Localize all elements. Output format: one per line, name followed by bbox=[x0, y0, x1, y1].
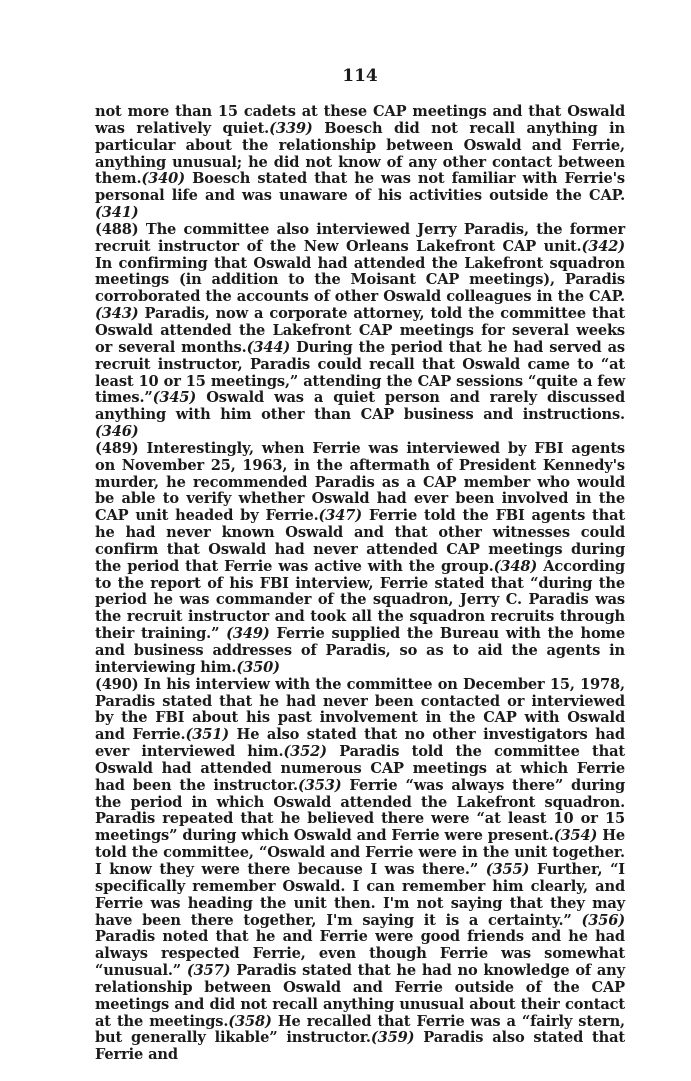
footnote-reference: (342) bbox=[581, 237, 625, 255]
footnote-reference: (341) bbox=[95, 204, 139, 222]
footnote-reference: (347) bbox=[318, 507, 363, 525]
paragraph-488 bbox=[95, 222, 625, 441]
document-page bbox=[95, 66, 625, 1064]
footnote-reference: (345) bbox=[152, 389, 197, 407]
footnote-reference: (344) bbox=[246, 338, 291, 356]
footnote-reference: (357) bbox=[186, 962, 231, 980]
footnote-reference: (358) bbox=[228, 1012, 272, 1030]
footnote-reference: (339) bbox=[269, 119, 313, 137]
paragraph-text: Paradis told the committee that Oswald had attended numerous CAP meetings at which Ferrie had been the instructor. bbox=[95, 743, 625, 794]
paragraph-cont bbox=[95, 104, 625, 222]
paragraph-text: (489) Interestingly, when Ferrie was interviewed by FBI agents on November 25, 1963, in the aftermath of President Kennedy's murder, he recommended Paradis as a CAP member who would be able to verify whether Oswald had ever been involved in the CAP unit headed by Ferrie. bbox=[95, 439, 625, 525]
paragraph-text: Boesch stated that he was not familiar with Ferrie's personal life and was unaware of his activities outside the CAP. bbox=[95, 170, 625, 205]
footnote-reference: (353) bbox=[298, 776, 342, 794]
footnote-reference: (349) bbox=[226, 625, 270, 643]
paragraph-text: In confirming that Oswald had attended the Lakefront squadron meetings (in addition to the Moisant CAP meetings), Paradis corroborated the accounts of other Oswald colleagues in the CAP. bbox=[95, 254, 625, 306]
footnote-reference: (356) bbox=[581, 911, 625, 929]
footnote-reference: (352) bbox=[283, 743, 327, 761]
paragraph-text: Paradis stated that he had no knowledge of any relationship between Oswald and Ferrie outside of the CAP meetings and did not recall anything unusual about their contact at the meetings. bbox=[95, 962, 625, 1030]
footnote-reference: (346) bbox=[95, 423, 139, 441]
footnote-reference: (350) bbox=[236, 658, 280, 676]
footnote-reference: (343) bbox=[95, 305, 139, 323]
paragraph-490 bbox=[95, 677, 625, 1064]
footnote-reference: (354) bbox=[553, 827, 598, 845]
paragraph-text: He told the committee, “Oswald and Ferrie were in the unit together. I know they were there because I was there.” bbox=[95, 827, 625, 878]
paragraph-text: Oswald was a quiet person and rarely discussed anything with him other than CAP business and instructions. bbox=[95, 389, 625, 424]
page-number: 114 bbox=[342, 66, 378, 86]
paragraph-text: Paradis noted that he and Ferrie were good friends and he had always respected Ferrie, even though Ferrie was somewhat “unusual.” bbox=[95, 928, 625, 980]
paragraph-text: During the period that he had served as recruit instructor, Paradis could recall that Oswald came to “at least 10 or 15 meetings,” attending the CAP sessions “quite a few times.” bbox=[95, 338, 625, 407]
paragraph-text: Boesch did not recall anything in particular about the relationship between Oswald and Ferrie, anything unusual; he did not know of any other contact between them. bbox=[95, 119, 625, 188]
paragraph-text: Ferrie told the FBI agents that he had never known Oswald and that other witnesses could confirm that Oswald had never attended CAP meetings during the period that Ferrie was active with the group. bbox=[95, 507, 625, 575]
paragraph-489 bbox=[95, 441, 625, 677]
paragraph-text: (490) In his interview with the committee on December 15, 1978, Paradis stated that he had never been contacted or interviewed by the FBI about his past involvement in the CAP with Oswald and Ferrie. bbox=[95, 675, 625, 744]
paragraph-text: Ferrie supplied the Bureau with the home and business addresses of Paradis, so as to aid the agents in interviewing him. bbox=[95, 625, 625, 676]
body-text bbox=[95, 104, 625, 1064]
paragraph-text: Ferrie “was always there” during the period in which Oswald attended the Lakefront squadron. Paradis repeated that he believed there were “at least 10 or 15 meetings” during which Oswald and Ferrie were present. bbox=[95, 776, 626, 845]
footnote-reference: (351) bbox=[185, 726, 229, 744]
footnote-reference: (348) bbox=[493, 557, 538, 575]
paragraph-text: Paradis also stated that Ferrie and bbox=[95, 1029, 625, 1064]
paragraph-text: According to the report of his FBI interview, Ferrie stated that “during the period he was commander of the squadron, Jerry C. Paradis was the recruit instructor and took all the squadron recruits through their training.” bbox=[95, 557, 625, 643]
paragraph-text: He also stated that no other investigators had ever interviewed him. bbox=[95, 726, 625, 761]
paragraph-text: He recalled that Ferrie was a “fairly stern, but generally likable” instructor. bbox=[95, 1012, 625, 1047]
footnote-reference: (359) bbox=[370, 1029, 415, 1047]
paragraph-text: not more than 15 cadets at these CAP meetings and that Oswald was relatively quiet. bbox=[95, 103, 625, 137]
footnote-reference: (355) bbox=[485, 860, 530, 878]
paragraph-text: Further, “I specifically remember Oswald. I can remember him clearly, and Ferrie was heading the unit then. I'm not saying that they may have been there together, I'm saying it is a certainty.” bbox=[95, 860, 625, 929]
footnote-reference: (340) bbox=[141, 170, 185, 188]
paragraph-text: (488) The committee also interviewed Jerry Paradis, the former recruit instructor of the New Orleans Lakefront CAP unit. bbox=[95, 220, 625, 255]
paragraph-text: Paradis, now a corporate attorney, told the committee that Oswald attended the Lakefront CAP meetings for several weeks or several months. bbox=[95, 305, 625, 356]
